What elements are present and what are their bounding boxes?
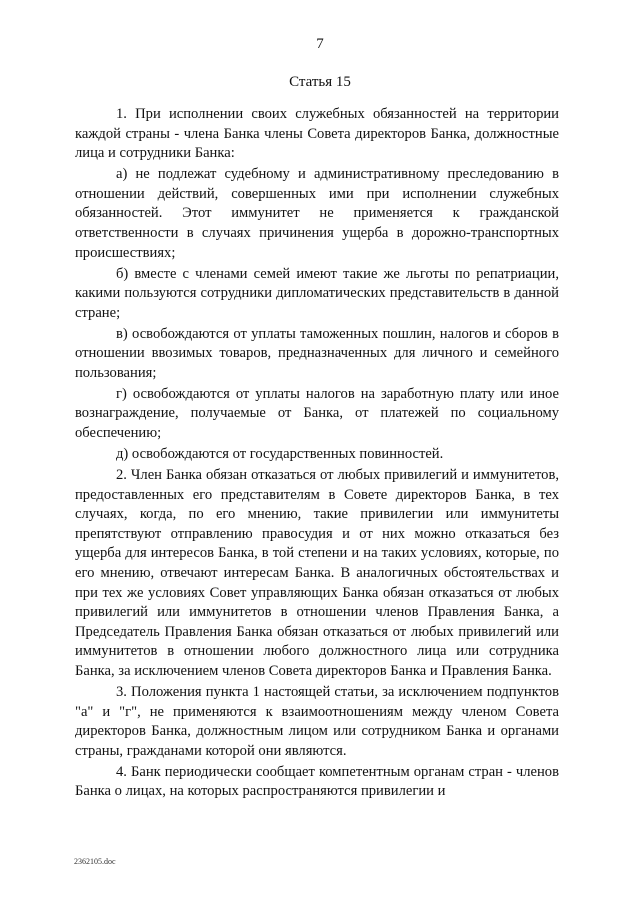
paragraph-4: 4. Банк периодически сообщает компетентным органам стран - членов Банка о лицах, на которых распространяются привилегии и	[75, 763, 559, 800]
subparagraph-a: а) не подлежат судебному и административному преследованию в отношении действий, совершенных ими при исполнении служебных обязанностей. Этот иммунитет не применяется к гражданской ответственности в случаях причинения ущерба в дорожно-транспортных происшествиях;	[75, 166, 559, 261]
file-name-footer: 2362105.doc	[74, 857, 116, 866]
subparagraph-b: б) вместе с членами семей имеют такие же льготы по репатриации, какими пользуются сотрудники дипломатических представительств в данной стране;	[75, 265, 559, 321]
paragraph-1: 1. При исполнении своих служебных обязанностей на территории каждой страны - члена Банка члены Совета директоров Банка, должностные лица и сотрудники Банка:	[75, 106, 559, 162]
subparagraph-v: в) освобождаются от уплаты таможенных пошлин, налогов и сборов в отношении ввозимых товаров, предназначенных для личного и семейного пользования;	[75, 325, 559, 381]
page-number: 7	[316, 36, 324, 52]
paragraph-3: 3. Положения пункта 1 настоящей статьи, за исключением подпунктов "а" и "г", не применяются к взаимоотношениям между членом Совета директоров Банка, должностным лицом или сотрудником Банка и органами страны, гражданами которой они являются.	[75, 683, 559, 759]
article-title: Статья 15	[289, 74, 351, 90]
subparagraph-d: д) освобождаются от государственных повинностей.	[116, 446, 444, 463]
paragraph-2: 2. Член Банка обязан отказаться от любых привилегий и иммунитетов, предоставленных его представителям в Совете директоров Банка, в тех случаях, когда, по его мнению, такие привилегии или иммунитеты препятствуют отправлению правосудия и от них можно отказаться без ущерба для интересов Банка, в той степени и на таких условиях, которые, по его мнению, отвечают интересам Банка. В аналогичных обстоятельствах и при тех же условиях Совет управляющих Банка обязан отказаться от любых привилегий или иммунитетов в отношении членов Правления Банка, а Председатель Правления Банка обязан отказаться от любых привилегий или иммунитетов в отношении любого должностного лица или сотрудника Банка, за исключением членов Совета директоров Банка и Правления Банка.	[75, 467, 559, 679]
subparagraph-g: г) освобождаются от уплаты налогов на заработную плату или иное вознаграждение, получаемые от Банка, от платежей по социальному обеспечению;	[75, 385, 559, 442]
article-body	[75, 105, 559, 803]
